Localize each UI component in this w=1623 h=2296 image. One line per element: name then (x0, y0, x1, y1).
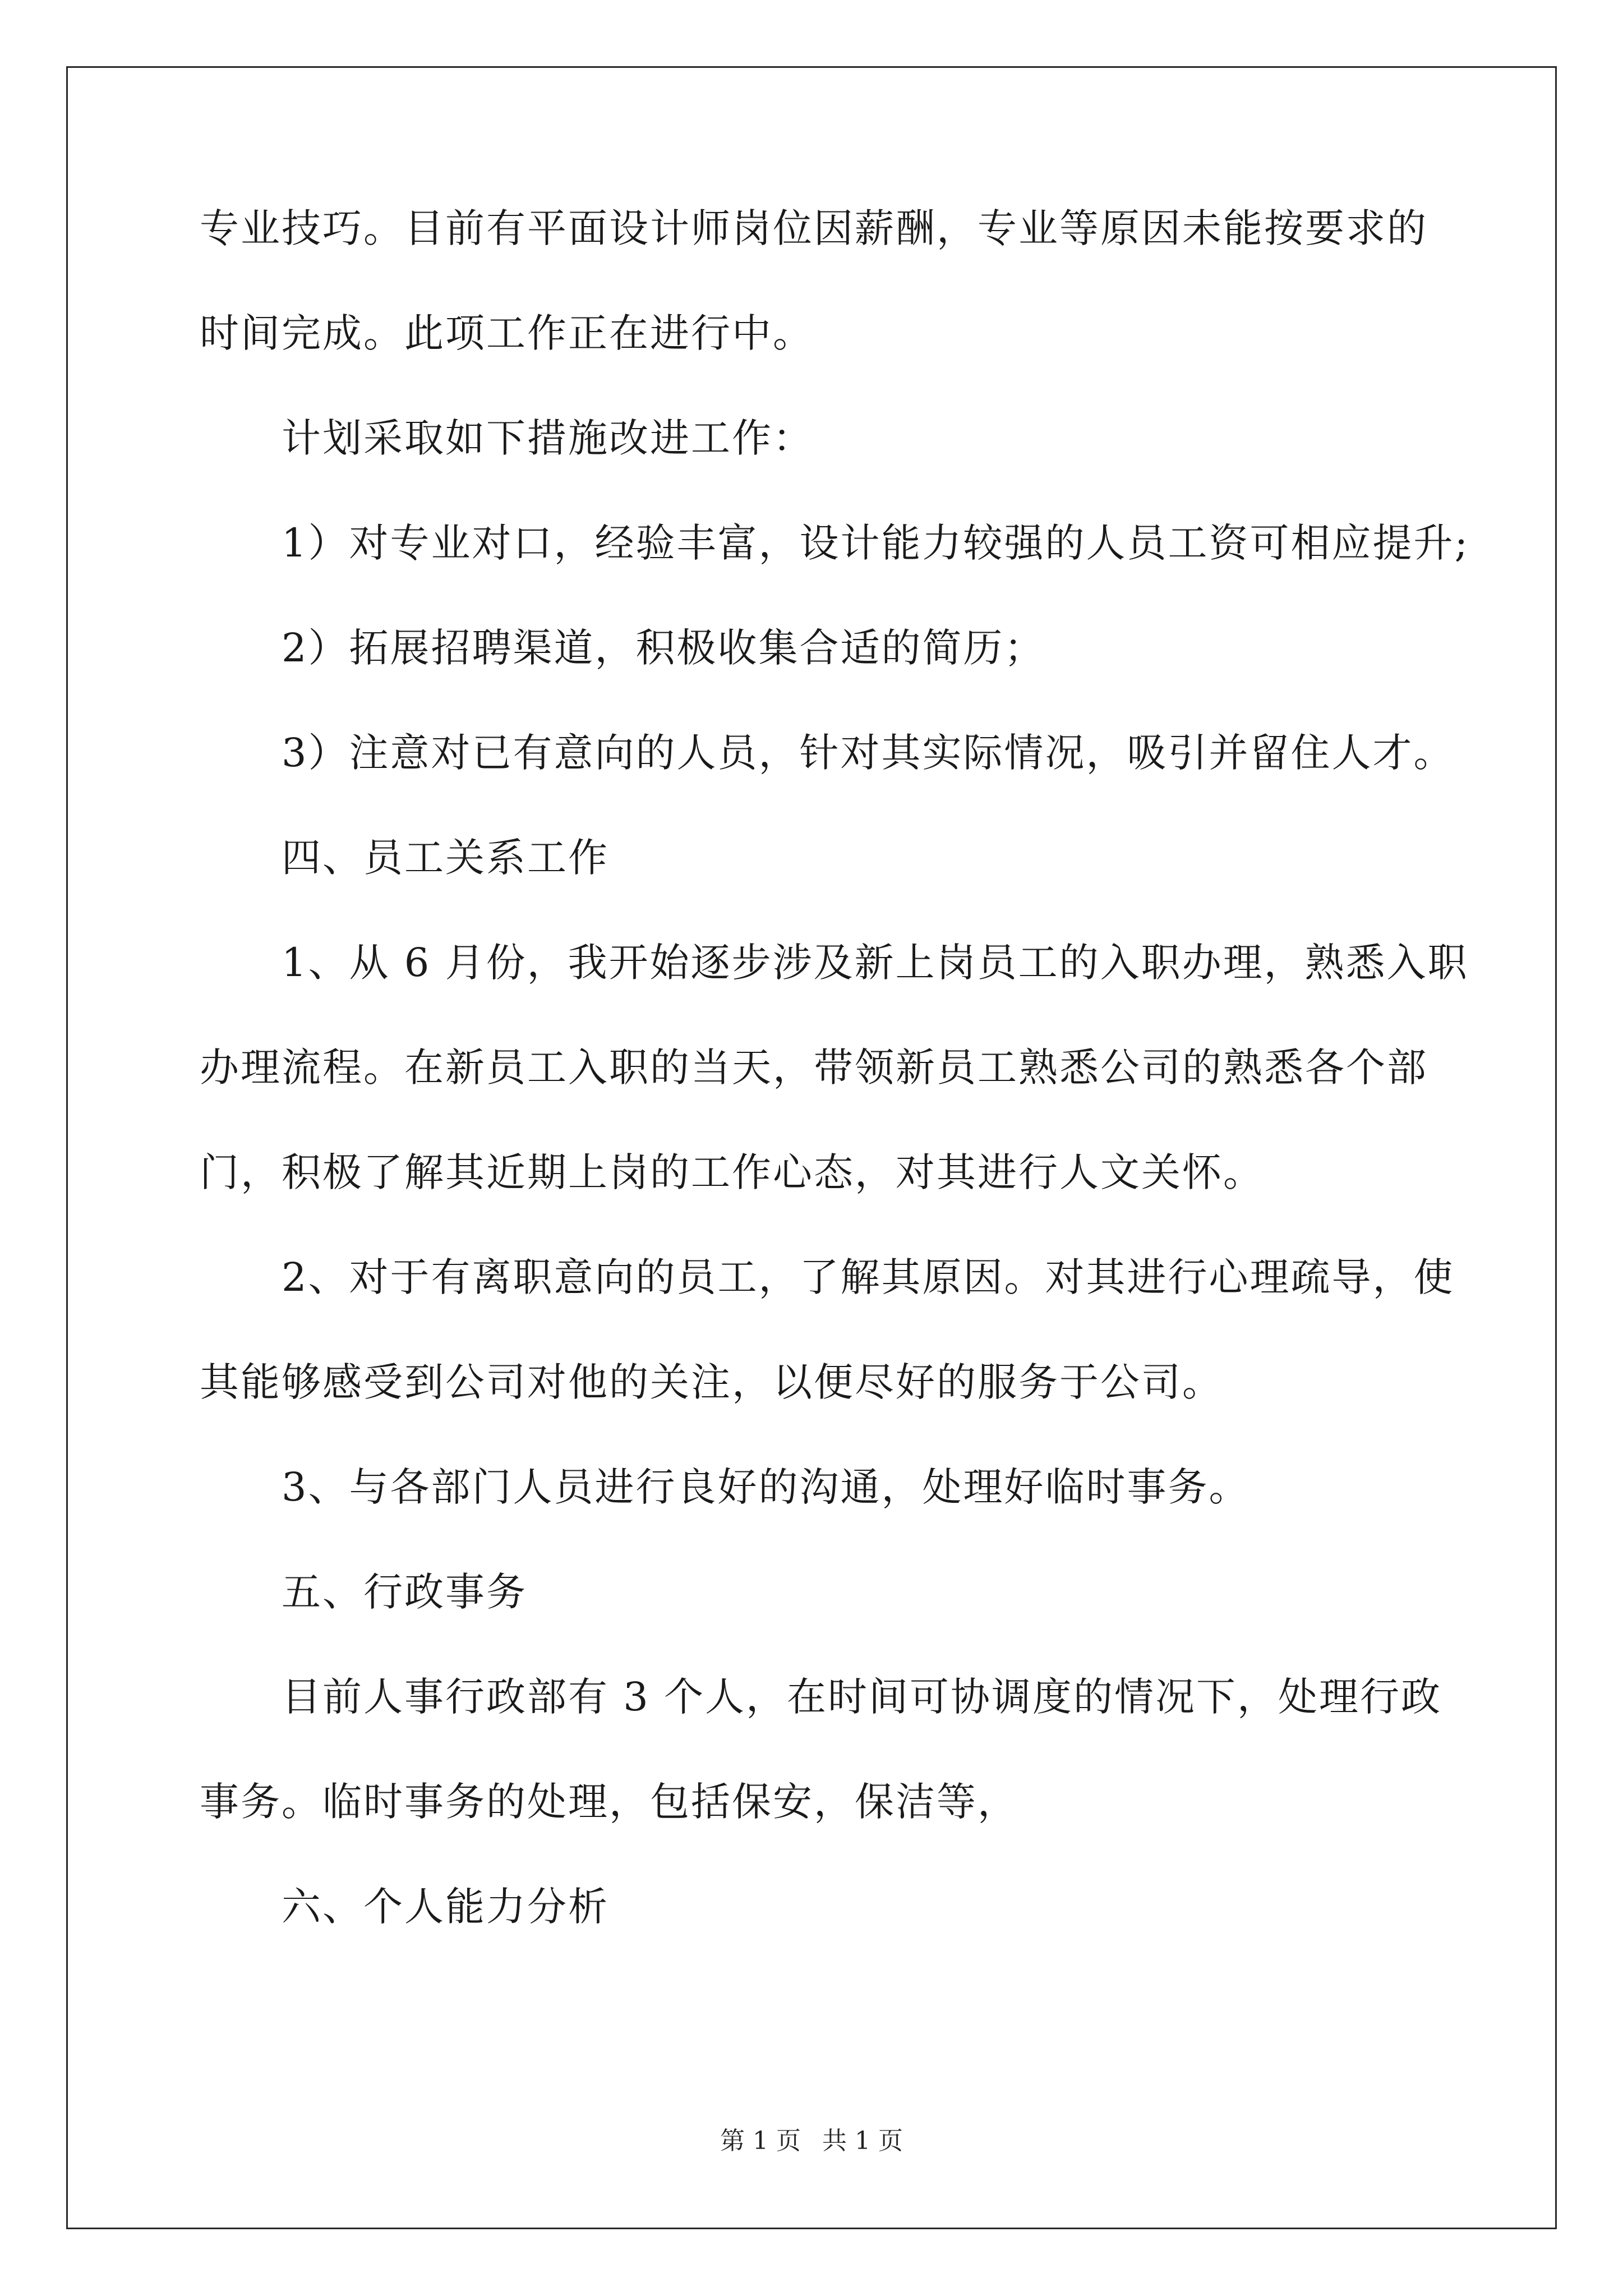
text-line: 门，积极了解其近期上岗的工作心态，对其进行人文关怀。 (200, 1149, 1264, 1195)
text-line: 事务。临时事务的处理，包括保安，保洁等， (200, 1779, 1018, 1825)
current-page-number: 第 1 页 (720, 2127, 801, 2155)
text-line: 2、对于有离职意向的员工，了解其原因。对其进行心理疏导，使 (282, 1254, 1455, 1300)
section-heading: 六、个人能力分析 (282, 1884, 609, 1930)
section-heading: 四、员工关系工作 (282, 835, 609, 881)
text-line: 3）注意对已有意向的人员，针对其实际情况，吸引并留住人才。 (282, 730, 1455, 776)
text-line: 2）拓展招聘渠道，积极收集合适的简历； (282, 625, 1045, 671)
text-line: 时间完成。此项工作正在进行中。 (200, 310, 814, 356)
text-line: 其能够感受到公司对他的关注，以便尽好的服务于公司。 (200, 1359, 1223, 1405)
text-line: 1）对专业对口，经验丰富，设计能力较强的人员工资可相应提升; (282, 520, 1470, 566)
total-page-count: 共 1 页 (822, 2127, 903, 2155)
text-line: 目前人事行政部有 3 个人，在时间可协调度的情况下，处理行政 (282, 1674, 1442, 1720)
page-footer (0, 2127, 1623, 2155)
section-heading: 五、行政事务 (282, 1569, 527, 1615)
text-line: 办理流程。在新员工入职的当天，带领新员工熟悉公司的熟悉各个部 (200, 1045, 1428, 1091)
text-line: 1、从 6 月份，我开始逐步涉及新上岗员工的入职办理，熟悉入职 (282, 940, 1469, 986)
document-body (200, 205, 1470, 1992)
text-line: 3、与各部门人员进行良好的沟通，处理好临时事务。 (282, 1464, 1250, 1510)
text-line: 计划采取如下措施改进工作： (282, 415, 814, 461)
text-line: 专业技巧。目前有平面设计师岗位因薪酬，专业等原因未能按要求的 (200, 205, 1428, 251)
